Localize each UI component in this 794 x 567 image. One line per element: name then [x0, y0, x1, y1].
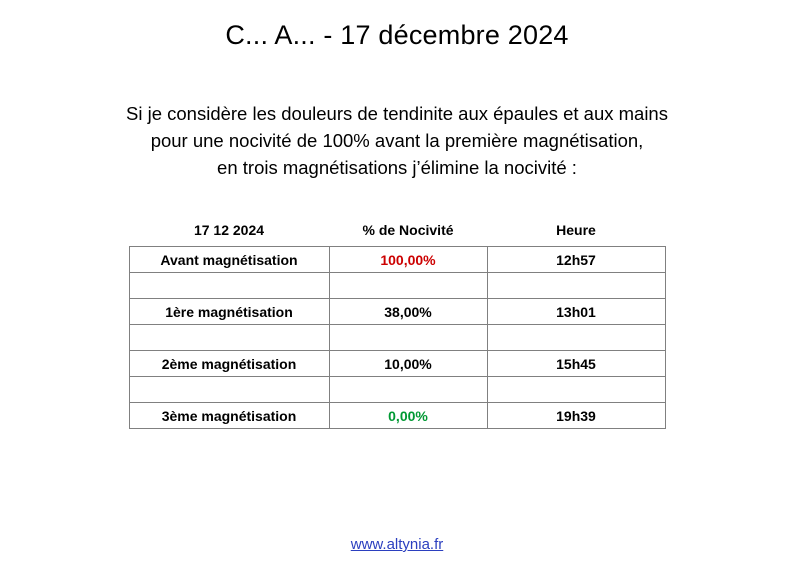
spacer-cell [129, 325, 329, 351]
row-time: 13h01 [487, 299, 665, 325]
row-label: 2ème magnétisation [129, 351, 329, 377]
intro-line-3: en trois magnétisations j’élimine la nocivité : [217, 156, 577, 178]
table-row [129, 403, 665, 429]
table-spacer-row [129, 325, 665, 351]
table-header-row [129, 217, 665, 247]
spacer-cell [487, 325, 665, 351]
table-row [129, 299, 665, 325]
row-label: Avant magnétisation [129, 247, 329, 273]
row-time: 19h39 [487, 403, 665, 429]
intro-line-1: Si je considère les douleurs de tendinite aux épaules et aux mains [126, 103, 668, 124]
results-table [129, 217, 666, 429]
spacer-cell [129, 377, 329, 403]
row-time: 12h57 [487, 247, 665, 273]
row-label: 3ème magnétisation [129, 403, 329, 429]
table-row [129, 247, 665, 273]
spacer-cell [487, 273, 665, 299]
column-header-nocivity: % de Nocivité [362, 221, 454, 238]
row-value: 100,00% [329, 247, 487, 273]
intro-line-2: pour une nocivité de 100% avant la première magnétisation, [150, 129, 644, 151]
column-header-time: Heure [556, 221, 596, 238]
intro-paragraph [0, 51, 794, 181]
website-link[interactable]: www.altynia.fr [350, 536, 444, 553]
spacer-cell [487, 377, 665, 403]
table-body [129, 247, 665, 429]
row-value: 38,00% [329, 299, 487, 325]
table-spacer-row [129, 377, 665, 403]
row-time: 15h45 [487, 351, 665, 377]
row-label: 1ère magnétisation [129, 299, 329, 325]
column-header-date: 17 12 2024 [193, 221, 265, 238]
results-table-container [0, 217, 794, 429]
footer [0, 536, 794, 553]
table-row [129, 351, 665, 377]
spacer-cell [129, 273, 329, 299]
row-value: 0,00% [329, 403, 487, 429]
spacer-cell [329, 377, 487, 403]
table-header [129, 217, 665, 247]
table-spacer-row [129, 273, 665, 299]
row-value: 10,00% [329, 351, 487, 377]
spacer-cell [329, 325, 487, 351]
page-title: C... A... - 17 décembre 2024 [225, 20, 569, 50]
spacer-cell [329, 273, 487, 299]
